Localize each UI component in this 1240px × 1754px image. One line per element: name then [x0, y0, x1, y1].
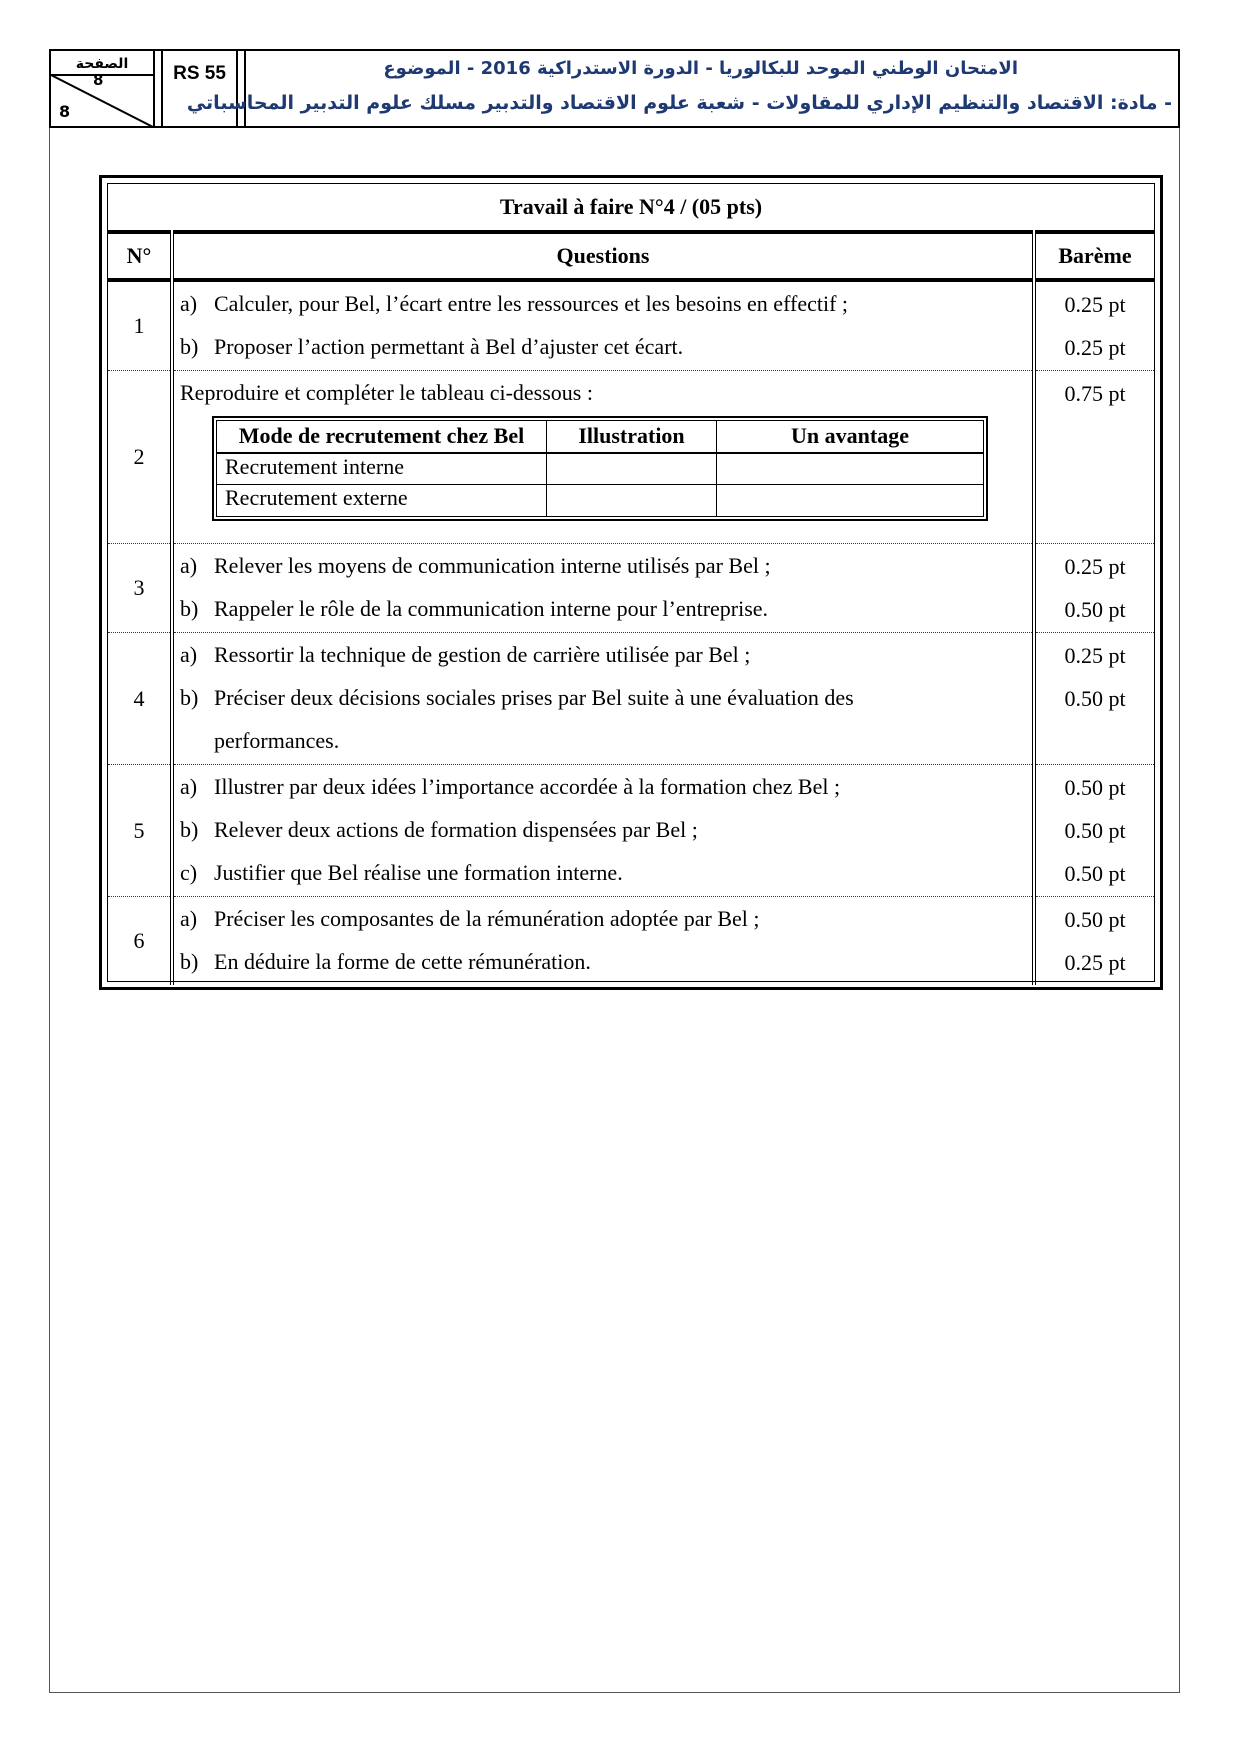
question-item: [180, 851, 1026, 894]
item-marker: b): [180, 595, 199, 621]
recruitment-table-cell: [547, 453, 717, 485]
task-table-frame: [99, 175, 1163, 990]
question-text-cell: [172, 897, 1034, 986]
recruitment-table-cell: Recrutement externe: [217, 485, 547, 517]
bareme-cell: [1034, 544, 1154, 633]
question-number: 5: [108, 765, 172, 897]
header-questions: Questions: [172, 232, 1034, 280]
question-item: [180, 587, 1026, 630]
question-row: [108, 765, 1154, 897]
item-text: Ressortir la technique de gestion de carrière utilisée par Bel ;: [214, 641, 751, 667]
item-marker: a): [180, 905, 198, 931]
question-item: [180, 282, 1026, 325]
item-marker: c): [180, 859, 198, 885]
item-points: 0.50 pt: [1064, 906, 1126, 932]
header-bareme: Barème: [1034, 232, 1154, 280]
recruitment-table: [216, 420, 984, 517]
item-text: Relever deux actions de formation dispensées par Bel ;: [214, 816, 698, 842]
exam-title-line1: الامتحان الوطني الموحد للبكالوريا - الدورة الاستدراكية 2016 - الموضوع: [383, 58, 1018, 79]
bareme-cell: [1034, 897, 1154, 986]
item-text: Illustrer par deux idées l’importance accordée à la formation chez Bel ;: [214, 773, 841, 799]
item-marker: b): [180, 333, 199, 359]
bareme-cell: [1034, 765, 1154, 897]
question-number: 2: [108, 371, 172, 544]
exam-title-line2: - مادة: الاقتصاد والتنظيم الإداري للمقاولات - شعبة علوم الاقتصاد والتدبير مسلك علوم التدبير المحاسباتي: [186, 92, 1172, 114]
item-points: 0.25 pt: [1064, 553, 1126, 579]
recruitment-table-header: Illustration: [547, 421, 717, 453]
recruitment-table-cell: [717, 453, 984, 485]
item-points: 0.50 pt: [1064, 596, 1126, 622]
task-table: [108, 184, 1154, 985]
recruitment-table-row: [217, 485, 984, 517]
item-marker: a): [180, 641, 198, 667]
question-item: [180, 808, 1026, 851]
question-item: [180, 719, 1026, 762]
recruitment-table-row: [217, 453, 984, 485]
item-text: Préciser les composantes de la rémunération adoptée par Bel ;: [214, 905, 760, 931]
item-marker: b): [180, 948, 199, 974]
item-marker: a): [180, 552, 198, 578]
exam-code: RS 55: [161, 51, 238, 126]
question-number: 6: [108, 897, 172, 986]
item-points: 0.25 pt: [1064, 949, 1126, 975]
item-text: Proposer l’action permettant à Bel d’ajuster cet écart.: [214, 333, 684, 359]
question-number: 4: [108, 633, 172, 765]
recruitment-table-cell: Recrutement interne: [217, 453, 547, 485]
bareme-cell: [1034, 280, 1154, 371]
recruitment-table-cell: [717, 485, 984, 517]
item-points: 0.50 pt: [1064, 685, 1126, 711]
item-marker: a): [180, 290, 198, 316]
bareme-cell: [1034, 633, 1154, 765]
task-title: Travail à faire N°4 / (05 pts): [108, 184, 1154, 232]
question-row: [108, 371, 1154, 544]
item-text: Rappeler le rôle de la communication interne pour l’entreprise.: [214, 595, 769, 621]
recruitment-table-cell: [547, 485, 717, 517]
question-text-cell: [172, 544, 1034, 633]
question-text-cell: [172, 280, 1034, 371]
item-marker: b): [180, 684, 199, 710]
item-text: performances.: [214, 727, 340, 753]
recruitment-table-frame: [212, 416, 988, 521]
item-points: 0.25 pt: [1064, 642, 1126, 668]
question-text-cell: [172, 633, 1034, 765]
item-points: 0.75 pt: [1064, 380, 1126, 406]
question-text-cell: [172, 765, 1034, 897]
page-total: 8: [59, 102, 71, 121]
bareme-cell: [1034, 371, 1154, 544]
item-marker: a): [180, 773, 198, 799]
exam-header: [49, 49, 1180, 128]
item-text: Justifier que Bel réalise une formation interne.: [214, 859, 623, 885]
question-row: [108, 897, 1154, 986]
question-item: [180, 765, 1026, 808]
item-points: 0.50 pt: [1064, 817, 1126, 843]
question-item: [180, 633, 1026, 676]
page-label: الصفحة: [51, 54, 153, 76]
question-number: 3: [108, 544, 172, 633]
question-row: [108, 633, 1154, 765]
question-number: 1: [108, 280, 172, 371]
item-points: 0.25 pt: [1064, 334, 1126, 360]
question-row: [108, 280, 1154, 371]
question-item: [180, 325, 1026, 368]
item-text: Préciser deux décisions sociales prises par Bel suite à une évaluation des: [214, 684, 854, 710]
header-num: N°: [108, 232, 172, 280]
question-item: [180, 897, 1026, 940]
item-text: Relever les moyens de communication interne utilisés par Bel ;: [214, 552, 771, 578]
question-item: [180, 676, 1026, 719]
item-points: 0.50 pt: [1064, 774, 1126, 800]
page-current: 8: [93, 71, 104, 89]
item-marker: b): [180, 816, 199, 842]
item-points: [1037, 720, 1153, 763]
question-intro: Reproduire et compléter le tableau ci-dessous :: [180, 379, 593, 405]
item-points: 0.25 pt: [1064, 291, 1126, 317]
recruitment-table-header: Mode de recrutement chez Bel: [217, 421, 547, 453]
question-item: [180, 544, 1026, 587]
page-number-box: [51, 51, 155, 126]
item-points: 0.50 pt: [1064, 860, 1126, 886]
question-text-cell: [172, 371, 1034, 544]
question-row: [108, 544, 1154, 633]
item-text: Calculer, pour Bel, l’écart entre les ressources et les besoins en effectif ;: [214, 290, 849, 316]
question-item: [180, 940, 1026, 983]
recruitment-table-header: Un avantage: [717, 421, 984, 453]
item-text: En déduire la forme de cette rémunération.: [214, 948, 591, 974]
